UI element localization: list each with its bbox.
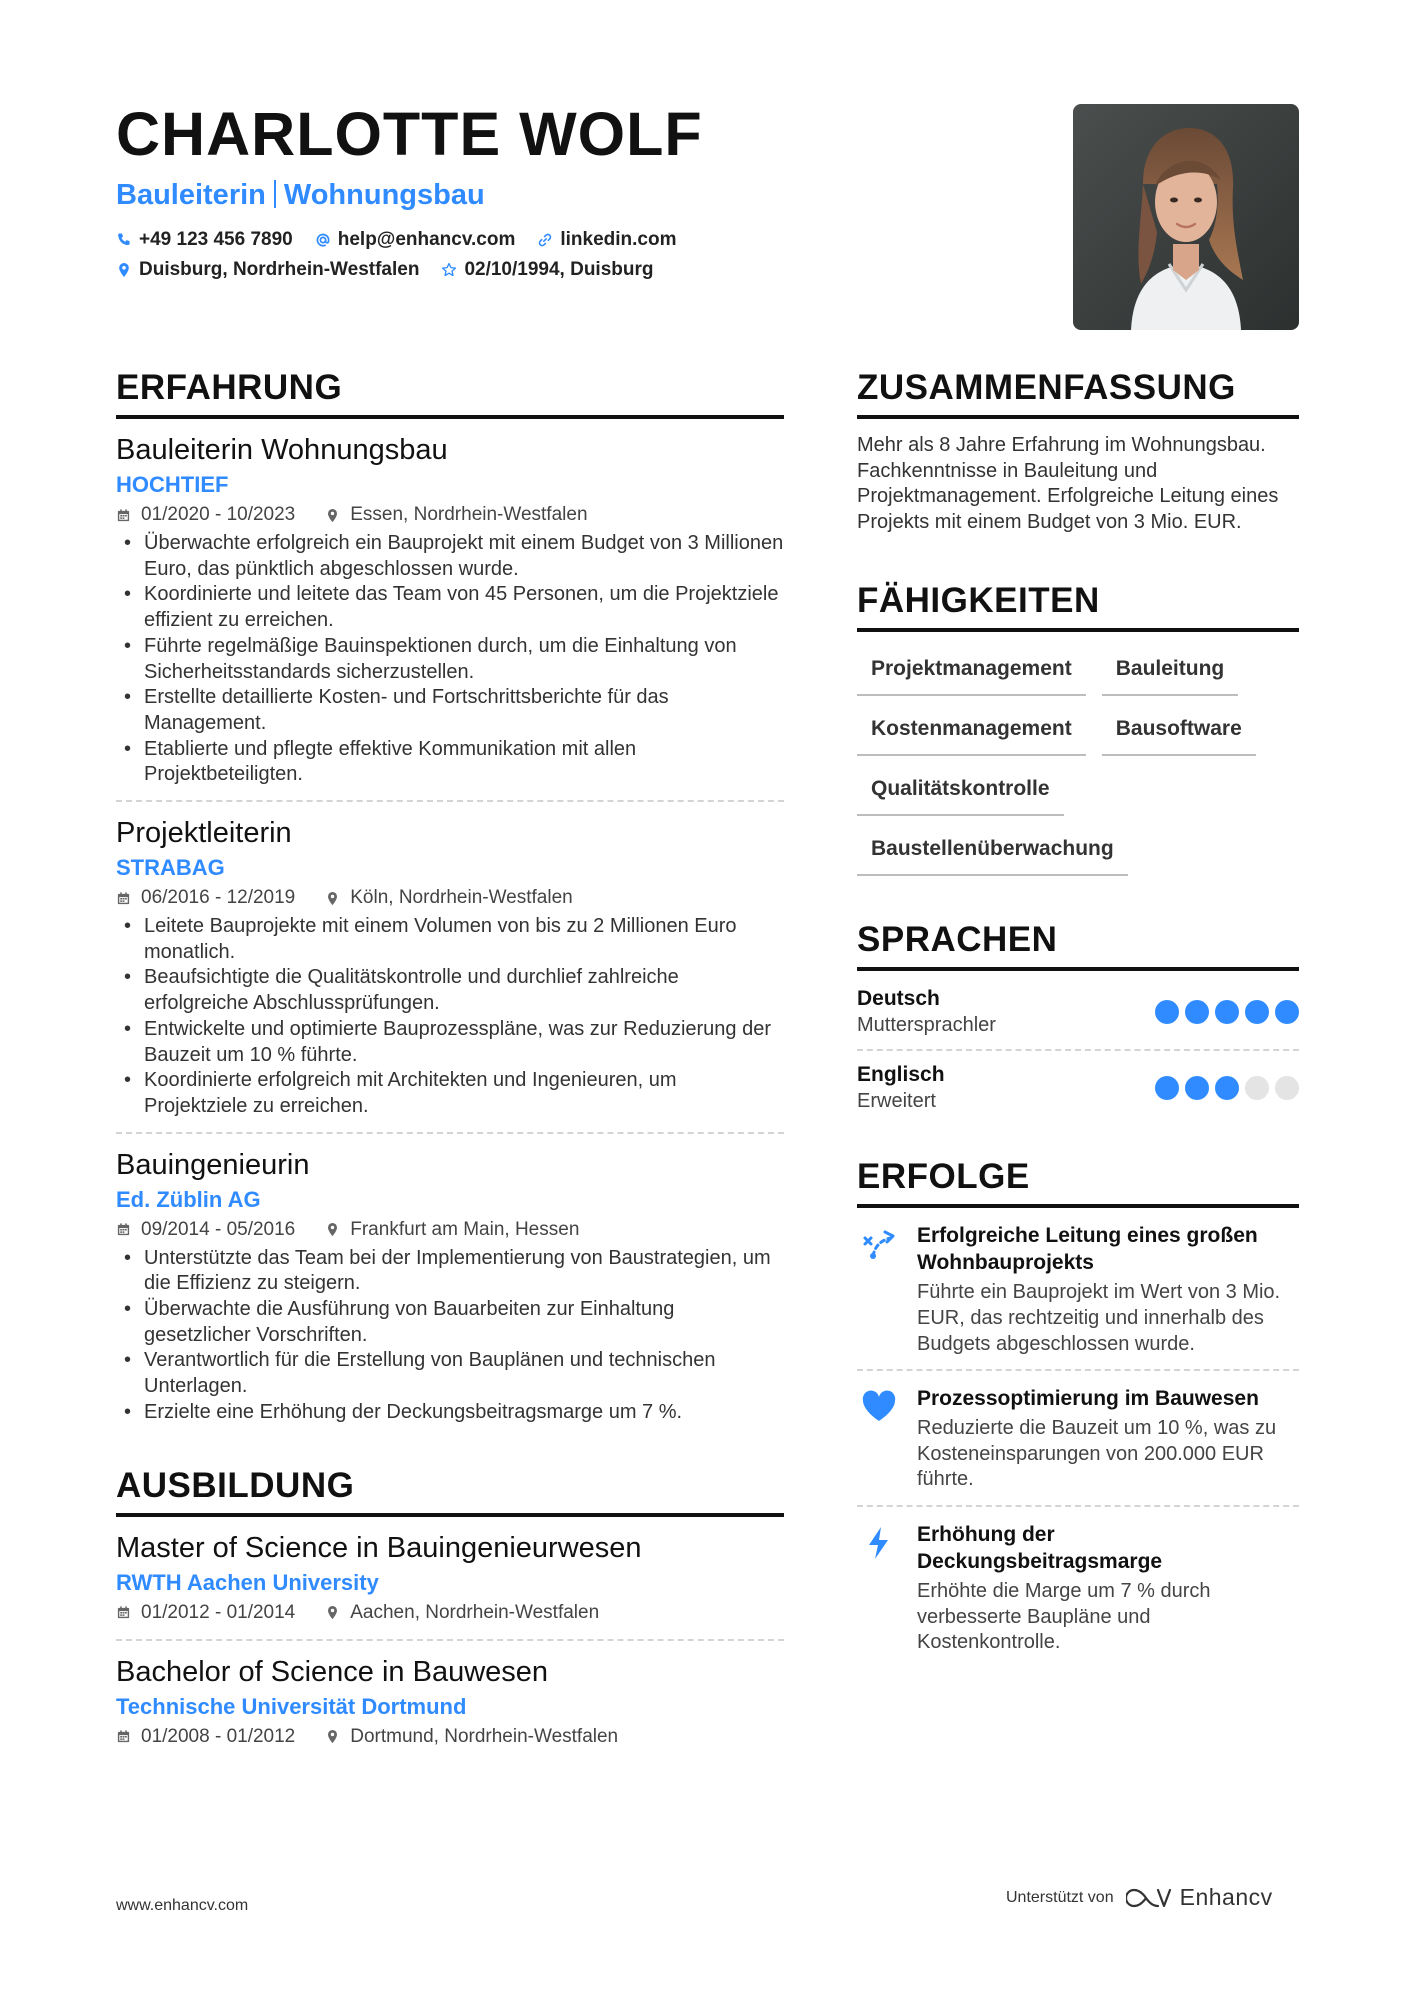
education-meta: [116, 1723, 784, 1751]
education-meta: [116, 1599, 784, 1627]
calendar-icon: [116, 508, 131, 523]
job-title: Projektleiterin: [116, 817, 292, 850]
portrait-image: [1073, 104, 1299, 330]
language-level: Muttersprachler: [857, 1014, 996, 1037]
location-pin-icon: [325, 1729, 340, 1744]
company-name: STRABAG: [116, 855, 225, 881]
education-entry: [116, 1517, 784, 1641]
job-dates: [116, 1216, 295, 1244]
footer-branding[interactable]: [1006, 1884, 1273, 1911]
at-icon: [315, 232, 331, 248]
experience-entry: [116, 419, 784, 802]
dates-text: 09/2014 - 05/2016: [141, 1218, 296, 1240]
contact-email[interactable]: [315, 226, 516, 254]
bullet-item: • Führte regelmäßige Bauinspektionen durch, um die Einhaltung von Sicherheitsstandards sicherzustellen.: [116, 634, 784, 685]
bullet-item: • Erzielte eine Erhöhung der Deckungsbeitragsmarge um 7 %.: [116, 1400, 784, 1426]
birth-text: 02/10/1994, Duisburg: [464, 259, 654, 280]
dates-text: 01/2020 - 10/2023: [141, 504, 296, 525]
education-heading: AUSBILDUNG: [116, 1464, 784, 1517]
experience-heading: ERFAHRUNG: [116, 366, 784, 419]
skills-heading: FÄHIGKEITEN: [857, 579, 1299, 632]
skill-tag: Kostenmanagement: [857, 704, 1086, 756]
resume-header: [116, 96, 1016, 284]
brand-name: Enhancv: [1179, 1884, 1273, 1910]
right-column: [857, 366, 1299, 1668]
skill-tag: Qualitätskontrolle: [857, 764, 1064, 816]
skill-tag: Bausoftware: [1102, 704, 1256, 756]
skill-tag: Baustellenüberwachung: [857, 824, 1128, 876]
location-pin-icon: [325, 508, 340, 523]
education-location: [325, 1723, 618, 1751]
bullet-item: • Beaufsichtigte die Qualitätskontrolle und durchlief zahlreiche erfolgreiche Abschlussprüfungen.: [116, 965, 784, 1016]
location-pin-icon: [325, 891, 340, 906]
candidate-name: CHARLOTTE WOLF: [116, 100, 703, 168]
contact-row-2: [116, 256, 1016, 284]
heart-icon: [859, 1387, 899, 1427]
company-name: Ed. Züblin AG: [116, 1186, 261, 1212]
contact-linkedin[interactable]: [537, 226, 676, 254]
contact-phone[interactable]: [116, 226, 293, 254]
job-location: [325, 501, 587, 529]
location-text: Essen, Nordrhein-Westfalen: [350, 504, 588, 525]
job-location: [325, 1216, 579, 1244]
achievement-desc: Führte ein Bauprojekt im Wert von 3 Mio. EUR, das rechtzeitig und innerhalb des Budgets abgeschlossen wurde.: [917, 1281, 1281, 1355]
education-entry: [116, 1641, 784, 1751]
bullet-item: • Entwickelte und optimierte Bauprozesspläne, was zur Reduzierung der Bauzeit um 10 % führte.: [116, 1017, 784, 1068]
calendar-icon: [116, 1605, 131, 1620]
rating-dot: [1155, 1076, 1179, 1100]
summary-text: Mehr als 8 Jahre Erfahrung im Wohnungsbau. Fachkenntnisse in Bauleitung und Projektmanagement. Erfolgreiche Leitung eines Projekts mit einem Budget von 3 Mio. EUR.: [857, 434, 1279, 533]
job-meta: [116, 501, 784, 529]
title-separator: [274, 180, 276, 208]
education-location: [325, 1599, 599, 1627]
rating-dot: [1185, 1000, 1209, 1024]
achievements-heading: ERFOLGE: [857, 1155, 1299, 1208]
bullet-item: • Etablierte und pflegte effektive Kommunikation mit allen Projektbeteiligten.: [116, 737, 784, 788]
languages-list: [857, 975, 1299, 1125]
left-column: [116, 366, 784, 1751]
star-icon: [441, 262, 457, 278]
language-name: Deutsch: [857, 987, 940, 1011]
job-title: Bauingenieurin: [116, 1148, 310, 1181]
degree-title: Master of Science in Bauingenieurwesen: [116, 1531, 642, 1564]
link-icon: [537, 232, 553, 248]
achievement-item: [857, 1208, 1299, 1369]
achievement-desc: Reduzierte die Bauzeit um 10 %, was zu Kosteneinsparungen von 200.000 EUR führte.: [917, 1417, 1277, 1491]
bullet-item: • Überwachte erfolgreich ein Bauprojekt mit einem Budget von 3 Millionen Euro, das pünktlich abgeschlossen wurde.: [116, 531, 784, 582]
linkedin-text: linkedin.com: [560, 229, 677, 250]
rating-dot: [1245, 1076, 1269, 1100]
rating-dot: [1275, 1076, 1299, 1100]
achievement-title: Erfolgreiche Leitung eines großen Wohnbauprojekts: [917, 1224, 1258, 1275]
rating-dot: [1275, 1000, 1299, 1024]
bullet-item: • Koordinierte erfolgreich mit Architekten und Ingenieuren, um Projektziele zu erreichen.: [116, 1068, 784, 1119]
job-bullets: [116, 1246, 784, 1426]
location-text: Köln, Nordrhein-Westfalen: [350, 887, 573, 909]
candidate-title: [116, 176, 1016, 214]
rating-dot: [1245, 1000, 1269, 1024]
language-rating: [1155, 1000, 1299, 1024]
role-secondary: Wohnungsbau: [283, 179, 485, 211]
skill-tag: Bauleitung: [1102, 644, 1239, 696]
rating-dot: [1155, 1000, 1179, 1024]
job-bullets: [116, 914, 784, 1120]
calendar-icon: [116, 891, 131, 906]
bullet-item: • Koordinierte und leitete das Team von 45 Personen, um die Projektziele effizient zu erreichen.: [116, 582, 784, 633]
profile-photo: [1073, 104, 1299, 330]
contact-birth: [441, 256, 653, 284]
strategy-icon: [859, 1224, 899, 1264]
job-dates: [116, 884, 295, 912]
school-name: RWTH Aachen University: [116, 1569, 379, 1595]
job-dates: [116, 501, 295, 529]
job-meta: [116, 884, 784, 912]
achievement-desc: Erhöhte die Marge um 7 % durch verbesserte Baupläne und Kostenkontrolle.: [917, 1579, 1211, 1654]
company-name: HOCHTIEF: [116, 472, 229, 497]
location-text: Duisburg, Nordrhein-Westfalen: [139, 259, 420, 280]
rating-dot: [1215, 1000, 1239, 1024]
contact-row-1: [116, 226, 1016, 254]
education-dates: [116, 1599, 295, 1627]
location-text: Dortmund, Nordrhein-Westfalen: [350, 1725, 619, 1747]
language-item: [857, 1049, 1299, 1125]
enhancv-logo-icon: [1126, 1886, 1172, 1910]
achievement-title: Erhöhung der Deckungsbeitragsmarge: [917, 1522, 1163, 1573]
experience-entry: [116, 1134, 784, 1426]
bullet-item: • Überwachte die Ausführung von Bauarbeiten zur Einhaltung gesetzlicher Vorschriften.: [116, 1297, 784, 1348]
role-primary: Bauleiterin: [116, 179, 266, 211]
dates-text: 01/2008 - 01/2012: [141, 1725, 296, 1747]
dates-text: 01/2012 - 01/2014: [141, 1601, 296, 1623]
job-location: [325, 884, 572, 912]
achievement-title: Prozessoptimierung im Bauwesen: [917, 1387, 1259, 1411]
phone-text: +49 123 456 7890: [139, 229, 293, 250]
bullet-item: • Leitete Bauprojekte mit einem Volumen von bis zu 2 Millionen Euro monatlich.: [116, 914, 784, 965]
email-text: help@enhancv.com: [337, 229, 516, 250]
degree-title: Bachelor of Science in Bauwesen: [116, 1655, 549, 1688]
dates-text: 06/2016 - 12/2019: [141, 887, 296, 909]
calendar-icon: [116, 1222, 131, 1237]
experience-entry: [116, 802, 784, 1134]
bullet-item: • Verantwortlich für die Erstellung von Bauplänen und technischen Unterlagen.: [116, 1348, 784, 1399]
calendar-icon: [116, 1729, 131, 1744]
skills-list: [857, 644, 1299, 884]
location-text: Frankfurt am Main, Hessen: [350, 1218, 580, 1240]
skill-tag: Projektmanagement: [857, 644, 1086, 696]
languages-heading: SPRACHEN: [857, 918, 1299, 971]
language-level: Erweitert: [857, 1090, 936, 1113]
bullet-item: • Erstellte detaillierte Kosten- und Fortschrittsberichte für das Management.: [116, 685, 784, 736]
rating-dot: [1185, 1076, 1209, 1100]
rating-dot: [1215, 1076, 1239, 1100]
job-bullets: [116, 531, 784, 788]
phone-icon: [116, 232, 132, 248]
location-text: Aachen, Nordrhein-Westfalen: [350, 1601, 600, 1623]
powered-by-text: Unterstützt von: [1006, 1888, 1114, 1906]
achievement-item: [857, 1369, 1299, 1505]
job-meta: [116, 1216, 784, 1244]
location-pin-icon: [325, 1222, 340, 1237]
language-name: Englisch: [857, 1063, 945, 1087]
footer-website[interactable]: www.enhancv.com: [116, 1897, 249, 1914]
summary-heading: ZUSAMMENFASSUNG: [857, 366, 1299, 419]
job-title: Bauleiterin Wohnungsbau: [116, 434, 448, 466]
achievement-item: [857, 1505, 1299, 1668]
school-name: Technische Universität Dortmund: [116, 1693, 467, 1719]
language-rating: [1155, 1076, 1299, 1100]
location-pin-icon: [325, 1605, 340, 1620]
bullet-item: • Unterstützte das Team bei der Implementierung von Baustrategien, um die Effizienz zu steigern.: [116, 1246, 784, 1297]
achievements-list: [857, 1208, 1299, 1667]
education-dates: [116, 1723, 295, 1751]
location-pin-icon: [116, 262, 132, 278]
lightning-icon: [859, 1523, 899, 1563]
language-item: [857, 975, 1299, 1049]
contact-location: [116, 256, 419, 284]
